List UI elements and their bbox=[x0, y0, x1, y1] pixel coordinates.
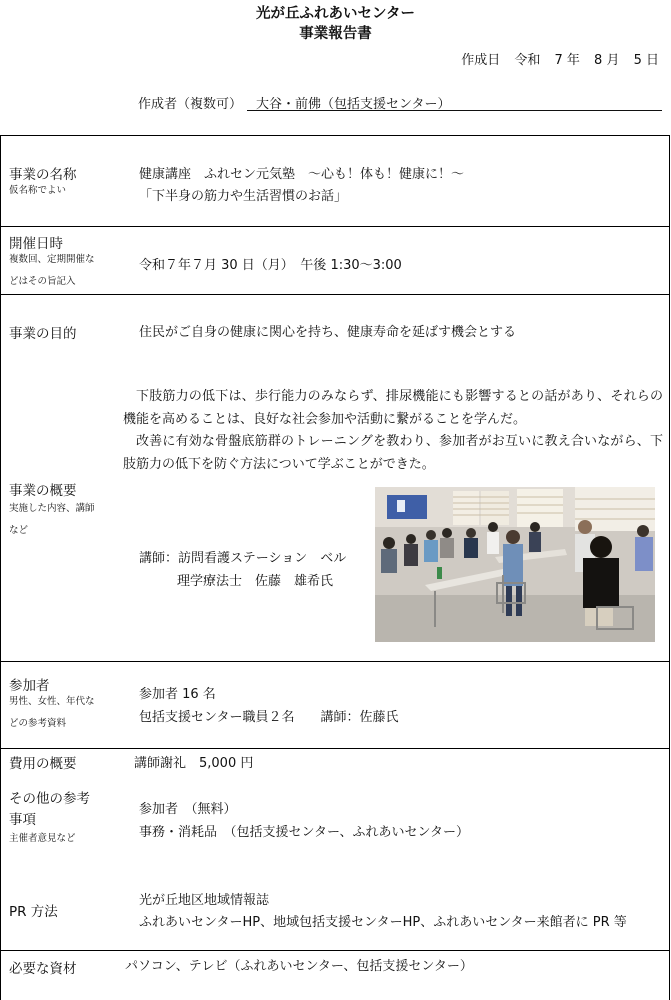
cost-label: 費用の概要 bbox=[9, 756, 77, 772]
overview-sub1: 実施した内容、講師 bbox=[9, 503, 95, 514]
name-label: 事業の名称 bbox=[9, 167, 77, 183]
doc-title: 事業報告書 bbox=[299, 26, 372, 42]
datetime-label: 開催日時 bbox=[9, 236, 63, 252]
pr-label: PR 方法 bbox=[9, 904, 58, 920]
cost-value: 講師謝礼 5,000 円 bbox=[134, 756, 254, 771]
purpose-label: 事業の目的 bbox=[9, 326, 77, 342]
materials-label: 必要な資材 bbox=[9, 961, 77, 977]
report-table bbox=[0, 135, 670, 1000]
author-value: 大谷・前佛（包括支援センター） bbox=[256, 97, 451, 112]
participants-line1: 参加者 16 名 bbox=[139, 687, 216, 702]
overview-sub2: など bbox=[9, 525, 29, 536]
other-label2: 事項 bbox=[9, 812, 36, 828]
datetime-sub2: どはその旨記入 bbox=[9, 276, 76, 287]
name-line1: 健康講座 ふれセン元気塾 ～心も！体も！健康に！～ bbox=[139, 167, 465, 182]
date-year: 7 年 bbox=[554, 53, 580, 68]
overview-para1: 下肢筋力の低下は、歩行能力のみならず、排尿機能にも影響するとの話があり、それらの機能を高めることは、良好な社会参加や活動に繋がることを学んだ。 bbox=[123, 389, 663, 427]
participants-line2: 包括支援センター職員２名 講師：佐藤氏 bbox=[139, 710, 399, 725]
other-label1: その他の参考 bbox=[9, 791, 90, 807]
event-photo bbox=[375, 487, 655, 642]
purpose-value: 住民がご自身の健康に関心を持ち、健康寿命を延ばす機会とする bbox=[139, 325, 517, 340]
pr-line1: 光が丘地区地域情報誌 bbox=[139, 893, 270, 908]
other-line2: 事務・消耗品 （包括支援センター、ふれあいセンター） bbox=[139, 825, 469, 840]
date-label: 作成日 bbox=[461, 53, 501, 68]
divider bbox=[1, 226, 669, 227]
lecturer-line1: 講師：訪問看護ステーション ベル bbox=[139, 551, 347, 566]
overview-label: 事業の概要 bbox=[9, 483, 77, 499]
divider bbox=[1, 748, 669, 749]
materials-value: パソコン、テレビ（ふれあいセンター、包括支援センター） bbox=[125, 959, 473, 974]
other-sub: 主催者意見など bbox=[9, 833, 76, 844]
created-date bbox=[451, 49, 659, 68]
datetime-sub1: 複数回、定期開催な bbox=[9, 254, 95, 265]
name-sub: 仮名称でよい bbox=[9, 185, 67, 196]
participants-sub1: 男性、女性、年代な bbox=[9, 696, 95, 707]
overview-para2: 改善に有効な骨盤底筋群のトレーニングを教わり、参加者がお互いに教え合いながら、下肢筋力の低下を防ぐ方法について学ぶことができた。 bbox=[123, 434, 663, 472]
participants-sub2: どの参考資料 bbox=[9, 718, 67, 729]
participants-label: 参加者 bbox=[9, 678, 50, 694]
date-month: 8 月 bbox=[594, 53, 620, 68]
date-era: 令和 bbox=[514, 53, 541, 68]
date-day: 5 日 bbox=[633, 53, 659, 68]
datetime-value: 令和７年７月 30 日（月） 午後 1:30～3:00 bbox=[139, 258, 402, 273]
pr-line2: ふれあいセンターHP、地域包括支援センターHP、ふれあいセンター来館者に PR 等 bbox=[139, 915, 627, 930]
other-line1: 参加者 （無料） bbox=[139, 802, 237, 817]
divider bbox=[1, 294, 669, 295]
author-underline bbox=[247, 110, 662, 111]
name-line2: 「下半身の筋力や生活習慣のお話」 bbox=[139, 189, 348, 204]
divider bbox=[1, 950, 669, 951]
org-title: 光が丘ふれあいセンター bbox=[256, 6, 415, 22]
event-photo-image bbox=[375, 487, 655, 642]
author-label: 作成者（複数可） bbox=[138, 97, 243, 112]
divider bbox=[1, 661, 669, 662]
lecturer-line2: 理学療法士 佐藤 雄希氏 bbox=[177, 574, 334, 589]
